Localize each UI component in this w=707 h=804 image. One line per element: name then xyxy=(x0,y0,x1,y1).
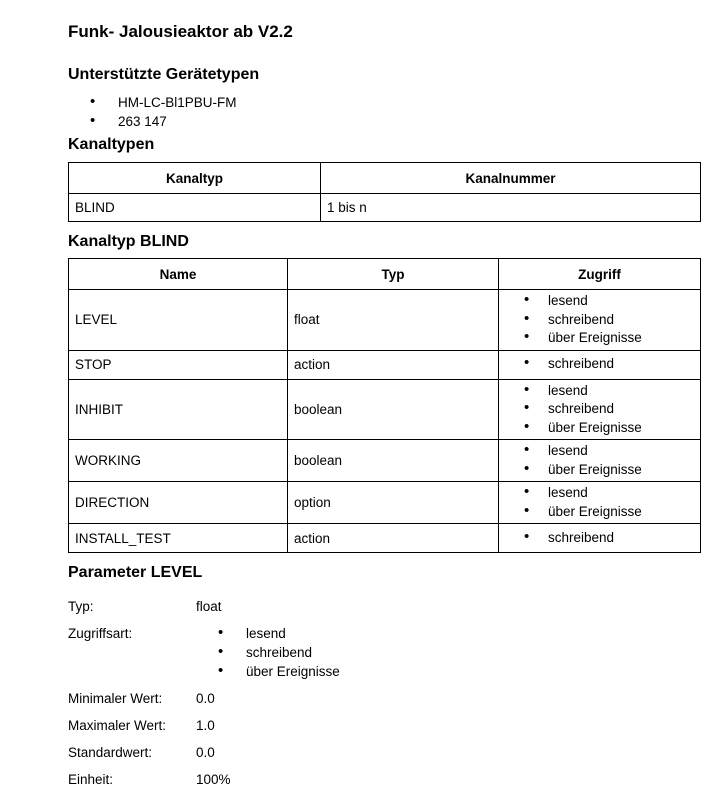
cell-zugriff xyxy=(499,290,701,351)
zugriff-list xyxy=(524,442,694,479)
cell-zugriff xyxy=(499,379,701,440)
supported-devices-list xyxy=(90,93,700,131)
zugriff-list xyxy=(524,292,694,348)
table-row xyxy=(69,379,701,440)
heading-channel-types: Kanaltypen xyxy=(68,136,155,153)
zugriff-list xyxy=(524,529,694,548)
cell-name: INSTALL_TEST xyxy=(69,524,288,553)
zugriff-item: • lesend xyxy=(524,442,694,461)
column-header-typ: Typ xyxy=(288,259,499,290)
cell-typ: boolean xyxy=(288,440,499,482)
column-header-kanaltyp: Kanaltyp xyxy=(69,163,321,194)
cell-zugriff xyxy=(499,524,701,553)
kv-row-standardwert xyxy=(68,743,700,762)
device-list-item: • HM-LC-Bl1PBU-FM xyxy=(90,93,700,112)
heading-supported-devices: Unterstützte Gerätetypen xyxy=(68,66,260,83)
kv-value: 1.0 xyxy=(196,718,215,733)
kv-row-zugriffsart xyxy=(68,624,700,681)
zugriff-item: • über Ereignisse xyxy=(524,461,694,480)
kv-value: 0.0 xyxy=(196,745,215,760)
heading-channel-blind: Kanaltyp BLIND xyxy=(68,233,189,250)
zugriff-item: • schreibend xyxy=(524,311,694,330)
cell-typ: option xyxy=(288,482,499,524)
cell-zugriff xyxy=(499,440,701,482)
kv-label: Maximaler Wert: xyxy=(68,718,167,733)
kv-label: Einheit: xyxy=(68,772,114,787)
cell-name: DIRECTION xyxy=(69,482,288,524)
parameter-level-details xyxy=(68,597,700,789)
kv-value: float xyxy=(196,599,222,614)
cell-kanalnummer: 1 bis n xyxy=(321,194,701,222)
zugriffsart-item: • lesend xyxy=(218,624,700,643)
zugriff-item: • lesend xyxy=(524,382,694,401)
cell-typ: float xyxy=(288,290,499,351)
kv-row-typ xyxy=(68,597,700,616)
zugriff-list xyxy=(524,484,694,521)
channel-types-table xyxy=(68,162,701,222)
document-content xyxy=(68,22,700,789)
zugriff-list xyxy=(524,382,694,438)
table-header-row xyxy=(69,259,701,290)
kv-row-min-wert xyxy=(68,689,700,708)
cell-name: INHIBIT xyxy=(69,379,288,440)
zugriff-list xyxy=(524,355,694,374)
cell-name: STOP xyxy=(69,350,288,379)
cell-typ: action xyxy=(288,524,499,553)
cell-name: WORKING xyxy=(69,440,288,482)
kv-value: 100% xyxy=(196,772,231,787)
table-row xyxy=(69,524,701,553)
zugriffsart-item: • über Ereignisse xyxy=(218,662,700,681)
zugriff-item: • schreibend xyxy=(524,529,694,548)
cell-zugriff xyxy=(499,350,701,379)
cell-kanaltyp: BLIND xyxy=(69,194,321,222)
table-row xyxy=(69,350,701,379)
zugriffsart-item: • schreibend xyxy=(218,643,700,662)
kv-label: Typ: xyxy=(68,599,94,614)
zugriff-item: • über Ereignisse xyxy=(524,329,694,348)
zugriff-item: • schreibend xyxy=(524,355,694,374)
zugriffsart-list xyxy=(218,624,700,681)
cell-zugriff xyxy=(499,482,701,524)
column-header-zugriff: Zugriff xyxy=(499,259,701,290)
table-row xyxy=(69,440,701,482)
zugriff-item: • lesend xyxy=(524,292,694,311)
zugriff-item: • schreibend xyxy=(524,400,694,419)
kv-row-max-wert xyxy=(68,716,700,735)
column-header-kanalnummer: Kanalnummer xyxy=(321,163,701,194)
channel-blind-table xyxy=(68,258,701,553)
zugriff-item: • über Ereignisse xyxy=(524,503,694,522)
doc-title: Funk- Jalousieaktor ab V2.2 xyxy=(68,22,293,41)
kv-label: Standardwert: xyxy=(68,745,153,760)
cell-typ: action xyxy=(288,350,499,379)
device-list-item: • 263 147 xyxy=(90,112,700,131)
table-row xyxy=(69,290,701,351)
column-header-name: Name xyxy=(69,259,288,290)
cell-name: LEVEL xyxy=(69,290,288,351)
zugriff-item: • über Ereignisse xyxy=(524,419,694,438)
table-row xyxy=(69,194,701,222)
table-header-row xyxy=(69,163,701,194)
cell-typ: boolean xyxy=(288,379,499,440)
kv-value xyxy=(196,624,700,681)
kv-label: Minimaler Wert: xyxy=(68,691,163,706)
zugriff-item: • lesend xyxy=(524,484,694,503)
kv-row-einheit xyxy=(68,770,700,789)
kv-label: Zugriffsart: xyxy=(68,626,133,641)
heading-parameter-level: Parameter LEVEL xyxy=(68,564,203,581)
table-row xyxy=(69,482,701,524)
kv-value: 0.0 xyxy=(196,691,215,706)
